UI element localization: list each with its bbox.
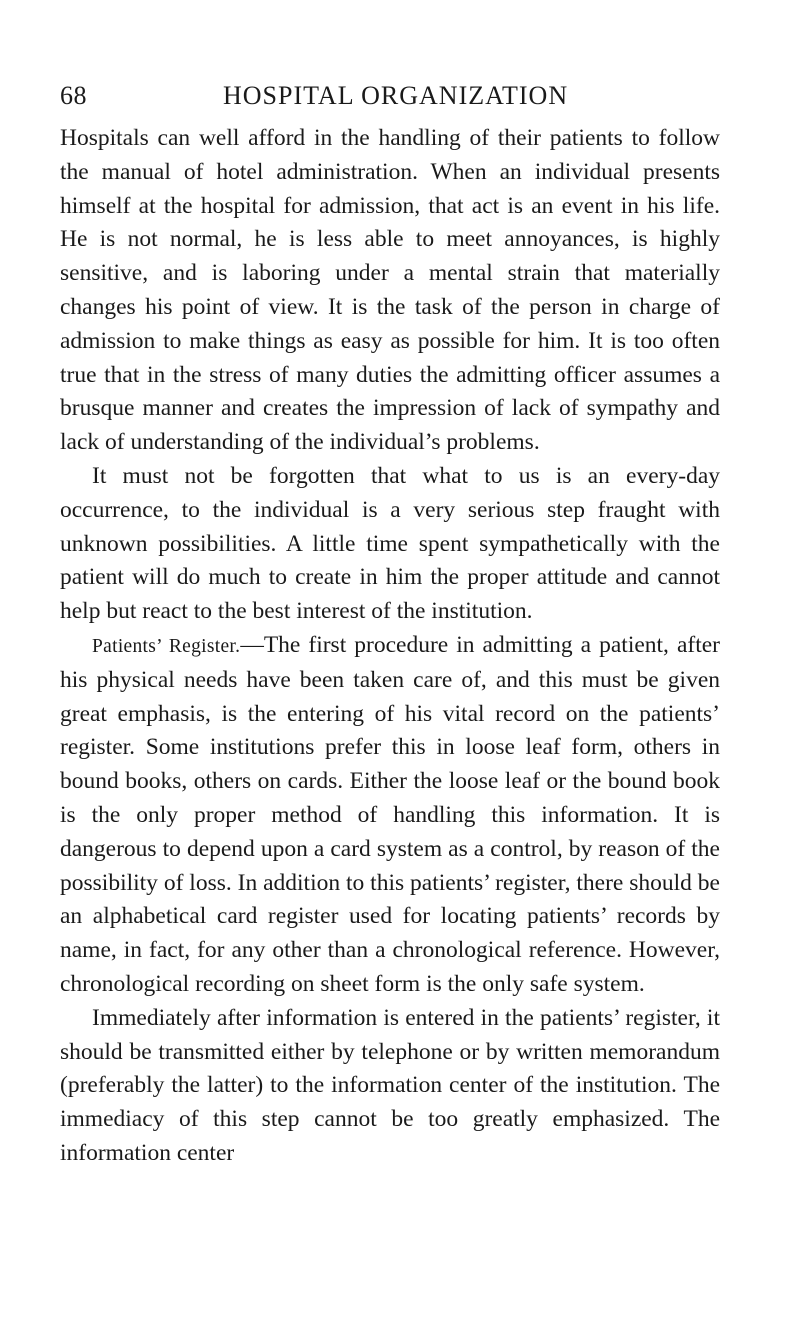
running-title: HOSPITAL ORGANIZATION — [223, 81, 569, 110]
paragraph-information-center: Immediately after information is entered in the patients’ register, it should be transmitted either by telephone or by written memorandum (preferably the latter) to the information center of the institution. The immediacy of this step cannot be too greatly emphasized. The information center — [60, 1004, 720, 1166]
paragraph-hotel-manual: Hospitals can well afford in the handling of their patients to follow the manual of hotel administration. When an individual presents himself at the hospital for admission, that act is an event in his life. He is not normal, he is less able to meet annoyances, is highly sensitive, and is laboring under a mental strain that materially changes his point of view. It is the task of the person in charge of admission to make things as easy as possible for him. It is too often true that in the stress of many duties the admitting officer assumes a brusque manner and creates the impression of lack of sympathy and lack of understanding of the individual’s problems. — [60, 125, 720, 456]
paragraph-patients-register-text: —The first procedure in admitting a patient, after his physical needs have been taken care of, and this must be given great emphasis, is the entering of his vital record on the patients’ register. Some institutions prefer this in loose leaf form, others in bound books, others on cards. Either the loose leaf or the bound book is the only proper method of handling this information. It is dangerous to depend upon a card system as a control, by reason of the possibility of loss. In addition to this patients’ register, there should be an alphabetical card register used for locating patients’ records by name, in fact, for any other than a chronological reference. However, chronological recording on sheet form is the only safe system. — [60, 631, 720, 997]
book-page — [60, 78, 720, 1171]
paragraph-everyday-occurrence: It must not be forgotten that what to us is an every-day occurrence, to the individual is a very serious step fraught with unknown possibilities. A little time spent sympathetically with the patient will do much to create in him the proper attitude and cannot help but react to the best interest of the institution. — [60, 462, 720, 625]
body-text — [60, 122, 720, 1171]
page-header — [60, 78, 720, 114]
paragraph-patients-register — [60, 629, 720, 1002]
section-heading-patients-register: Patients’ Register. — [92, 635, 241, 657]
page-number: 68 — [60, 81, 87, 110]
